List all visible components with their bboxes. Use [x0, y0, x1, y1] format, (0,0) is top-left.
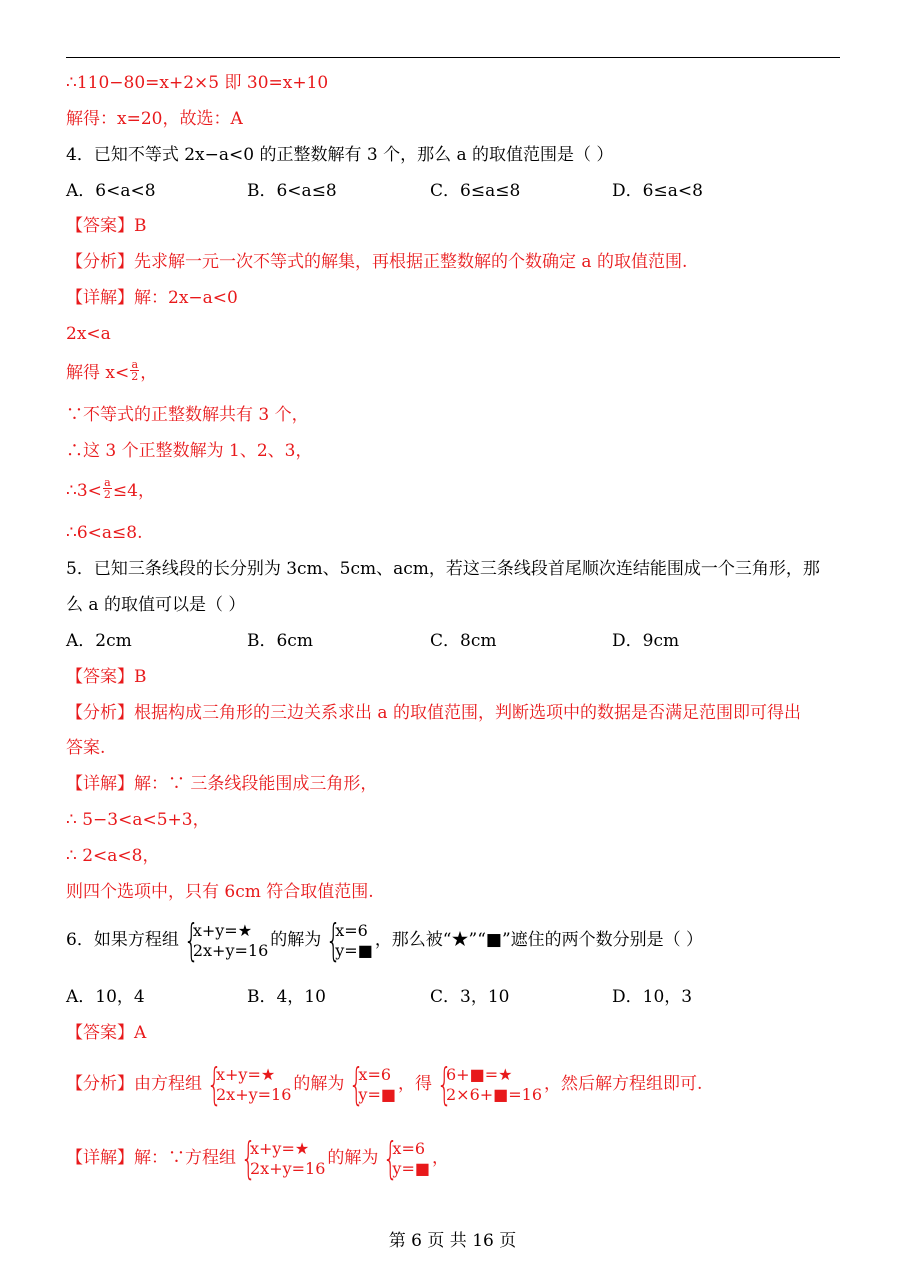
q6-text: ，然后解方程组即可.	[544, 1074, 703, 1094]
q5-step-2: ∴ 2<a<8，	[66, 846, 160, 866]
fraction-denominator: 2	[131, 370, 139, 383]
brace-icon: {	[325, 914, 342, 966]
q5-answer: 【答案】B	[66, 667, 147, 687]
equation: 2x+y=16	[250, 1158, 326, 1178]
q4-step-5	[66, 476, 155, 503]
equation: 2×6+■=16	[445, 1084, 543, 1104]
q6-text: ，得	[397, 1074, 432, 1094]
brace-icon: {	[206, 1058, 223, 1110]
question-4: 4．已知不等式 2x−a<0 的正整数解有 3 个，那么 a 的取值范围是（ ）	[66, 145, 614, 165]
equation-system	[181, 914, 269, 966]
q5-analysis-2: 答案.	[66, 738, 106, 758]
q4-option-a: A．6<a<8	[66, 181, 156, 201]
equation: x=6	[358, 1064, 392, 1084]
question-6	[66, 914, 704, 966]
text-line: ∴110−80=x+2×5 即 30=x+10	[66, 73, 329, 93]
brace-icon: {	[349, 1058, 365, 1110]
equation: 6+■=★	[445, 1064, 513, 1084]
q4-step-1: 2x<a	[66, 324, 111, 344]
fraction	[103, 477, 112, 500]
q6-text: 的解为	[270, 930, 322, 950]
equation: y=■	[358, 1084, 396, 1104]
q4-step-4: ∴这 3 个正整数解为 1、2、3，	[66, 441, 313, 461]
q4-option-d: D．6≤a<8	[612, 181, 703, 201]
q6-analysis	[66, 1058, 703, 1110]
equation: y=■	[392, 1158, 430, 1178]
equation: x=6	[392, 1138, 426, 1158]
equation-system	[238, 1132, 326, 1184]
q4-option-c: C．6≤a≤8	[430, 181, 521, 201]
fraction-denominator: 2	[103, 488, 111, 501]
q6-option-a: A．10，4	[66, 987, 145, 1007]
q6-detail	[66, 1132, 449, 1184]
page-footer: 第 6 页 共 16 页	[388, 1231, 517, 1251]
q6-option-d: D．10，3	[612, 987, 693, 1007]
q5-option-b: B．6cm	[247, 631, 313, 651]
q4-option-b: B．6<a≤8	[247, 181, 337, 201]
q5-option-a: A．2cm	[66, 631, 132, 651]
equation: 2x+y=16	[216, 1084, 292, 1104]
q4-step-3: ∵不等式的正整数解共有 3 个，	[66, 405, 309, 425]
solution-system	[323, 914, 373, 966]
q4-step-2	[66, 358, 158, 385]
brace-icon: {	[240, 1132, 257, 1184]
q4-answer: 【答案】B	[66, 216, 147, 236]
q6-option-b: B．4，10	[247, 987, 326, 1007]
text-line: 解得：x=20，故选：A	[66, 109, 243, 129]
q4-analysis: 【分析】先求解一元一次不等式的解集，再根据正整数解的个数确定 a 的取值范围.	[66, 252, 688, 272]
fraction	[130, 359, 139, 382]
q6-text: ，那么被“★”“■”遮住的两个数分别是（ ）	[374, 930, 704, 950]
q6-text: 6．如果方程组	[66, 930, 179, 950]
q5-option-d: D．9cm	[612, 631, 680, 651]
q6-text: ，	[431, 1148, 449, 1168]
equation: x+y=★	[216, 1064, 276, 1084]
derived-system	[434, 1058, 543, 1110]
step-text: 解得 x<	[66, 363, 130, 383]
fraction-numerator: a	[104, 476, 111, 489]
question-5-line-2: 么 a 的取值可以是（ ）	[66, 595, 246, 615]
brace-icon: {	[183, 914, 199, 966]
solution-system	[380, 1132, 430, 1184]
q6-text: 的解为	[293, 1074, 345, 1094]
q4-step-6: ∴6<a≤8.	[66, 523, 143, 543]
detail-text: 解：2x−a<0	[134, 288, 238, 308]
q5-step-3: 则四个选项中，只有 6cm 符合取值范围.	[66, 882, 374, 902]
solution-system	[346, 1058, 396, 1110]
brace-icon: {	[436, 1058, 453, 1110]
q5-detail: 【详解】解：∵ 三条线段能围成三角形，	[66, 774, 378, 794]
q6-answer: 【答案】A	[66, 1023, 147, 1043]
q5-analysis-1: 【分析】根据构成三角形的三边关系求出 a 的取值范围，判断选项中的数据是否满足范围即可得出	[66, 703, 801, 723]
header-rule	[66, 57, 840, 58]
detail-tag: 【详解】	[66, 288, 134, 308]
q6-text: 【详解】解：∵方程组	[66, 1148, 236, 1168]
equation: x+y=★	[250, 1138, 310, 1158]
q6-option-c: C．3，10	[430, 987, 510, 1007]
equation: y=■	[335, 940, 373, 960]
equation: x=6	[335, 920, 368, 940]
step-text: ，	[140, 363, 158, 383]
question-5-line-1: 5．已知三条线段的长分别为 3cm、5cm、acm，若这三条线段首尾顺次连结能围成一个三角形，那	[66, 559, 820, 579]
q5-option-c: C．8cm	[430, 631, 497, 651]
step-text: ≤4，	[112, 481, 155, 501]
q4-detail	[66, 287, 238, 309]
brace-icon: {	[383, 1132, 399, 1184]
equation: x+y=★	[192, 920, 253, 940]
q6-text: 【分析】由方程组	[66, 1074, 202, 1094]
q6-text: 的解为	[327, 1148, 379, 1168]
q5-step-1: ∴ 5−3<a<5+3，	[66, 810, 210, 830]
equation: 2x+y=16	[192, 940, 269, 960]
fraction-numerator: a	[131, 358, 139, 371]
step-text: ∴3<	[66, 481, 102, 501]
equation-system	[204, 1058, 292, 1110]
